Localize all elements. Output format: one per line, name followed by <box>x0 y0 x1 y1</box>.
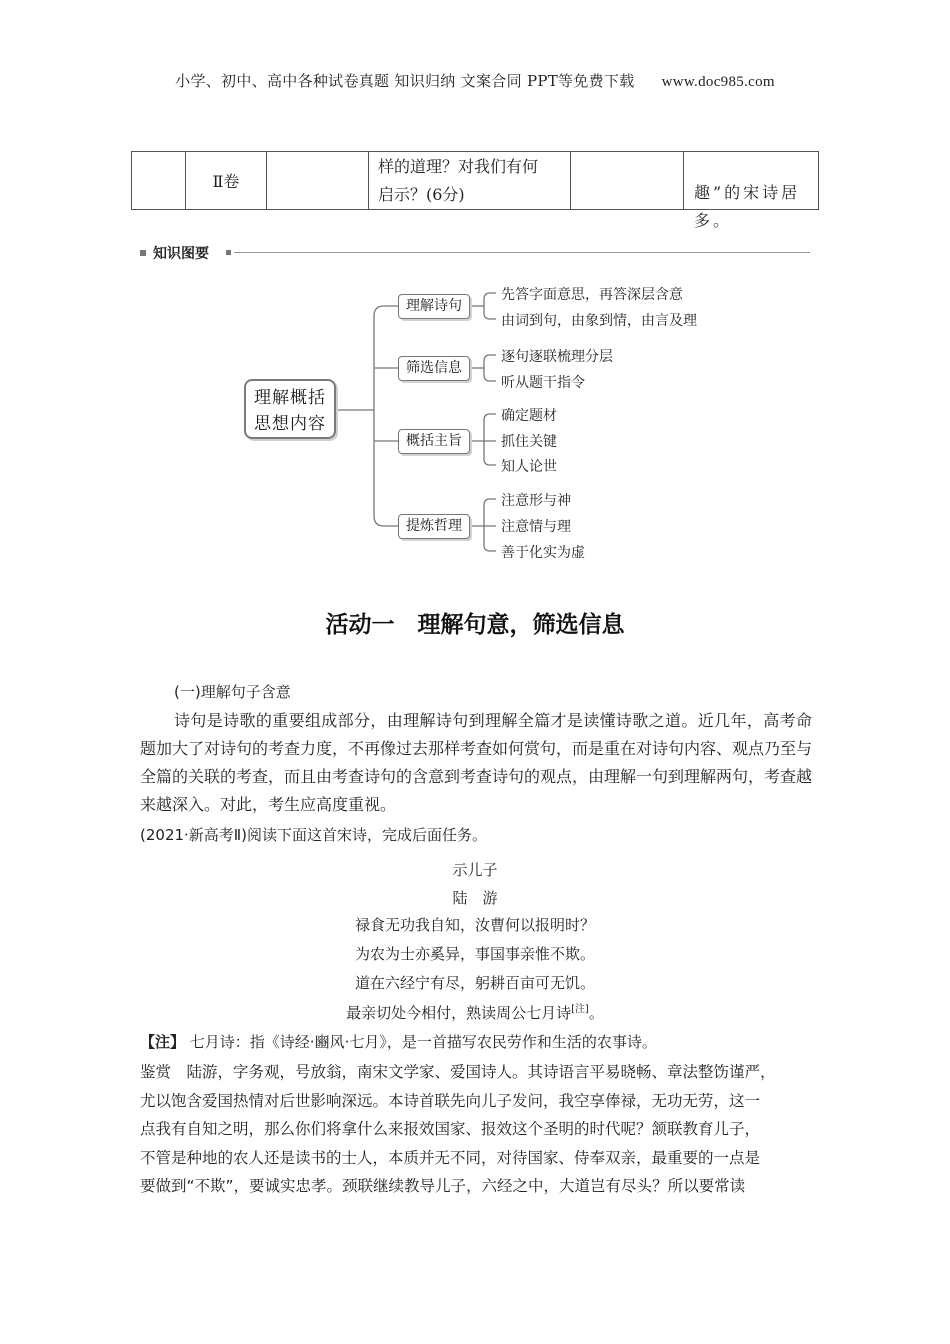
mindmap-leaf: 先答字面意思，再答深层含意 <box>501 287 683 303</box>
mindmap-leaf: 注意形与神 <box>501 493 571 509</box>
mindmap-leaf: 听从题干指令 <box>501 375 585 391</box>
note-label: 【注】 <box>140 1033 186 1051</box>
appreciation-line: 不管是种地的农人还是读书的士人，本质并无不同，对待国家、侍奉双亲，最重要的一点是 <box>140 1148 761 1167</box>
mindmap-leaf: 知人论世 <box>501 459 557 475</box>
mindmap-leaf: 确定题材 <box>501 408 557 424</box>
appreciation-line: 要做到“不欺”，要诚实忠孝。颈联继续教导儿子，六经之中，大道岂有尽头？所以要常读 <box>140 1177 746 1196</box>
mindmap-leaf: 善于化实为虚 <box>501 545 585 561</box>
question-line: 启示？(6分) <box>378 184 465 204</box>
question-line: 样的道理？对我们有何 <box>378 156 539 176</box>
poem-line: 为农为士亦奚异，事国事亲惟不欺。 <box>354 945 595 963</box>
intro-paragraph <box>140 707 812 819</box>
poem-line: 禄食无功我自知，汝曹何以报明时？ <box>354 916 595 934</box>
note-marker: [注] <box>571 1004 589 1015</box>
mindmap-leaf: 抓住关键 <box>501 434 557 450</box>
appreciation-line: 点我有自知之明，那么你们将拿什么来报效国家、报效这个圣明的时代呢？颔联教育儿子， <box>140 1120 761 1139</box>
intro-text: 诗句是诗歌的重要组成部分，由理解诗句到理解全篇才是读懂诗歌之道。近几年，高考命题加大了对诗句的考查力度，不再像过去那样考查如何赏句，而是重在对诗句内容、观点乃至与全篇的关联的考查，而且由考查诗句的含意到考查诗句的观点，由理解一句到理解两句，考查越来越深入。对此，考生应高度重视。 <box>140 711 813 814</box>
activity-title: 活动一 理解句意，筛选信息 <box>325 612 625 638</box>
section-title: 知识图要 <box>153 246 209 262</box>
mindmap-leaf: 逐句逐联梳理分层 <box>501 349 613 365</box>
poem-line: 道在六经宁有尽，躬耕百亩可无饥。 <box>354 974 595 992</box>
header-text: 小学、初中、高中各种试卷真题 知识归纳 文案合同 PPT等免费下载 <box>175 72 635 90</box>
mindmap-branch: 理解诗句 <box>398 294 470 319</box>
root-line: 思想内容 <box>254 414 326 434</box>
appreciation-line: 尤以饱含爱国热情对后世影响深远。本诗首联先向儿子发问，我空享俸禄，无功无劳，这一 <box>140 1091 761 1110</box>
question-source: (2021·新高考Ⅱ)阅读下面这首宋诗，完成后面任务。 <box>140 826 488 844</box>
volume-cell: Ⅱ卷 <box>186 152 267 210</box>
root-line: 理解概括 <box>254 388 326 408</box>
poem-punct: 。 <box>588 1004 604 1022</box>
subsection-title: (一)理解句子含意 <box>174 683 291 701</box>
mindmap-root <box>244 379 336 439</box>
poem-line-last <box>0 1000 950 1023</box>
mindmap-leaf: 注意情与理 <box>501 519 571 535</box>
appreciation-paragraph <box>140 1058 816 1201</box>
header-url[interactable]: www.doc985.com <box>661 74 775 90</box>
note-text: 七月诗：指《诗经·豳风·七月》，是一首描写农民劳作和生活的农事诗。 <box>189 1033 657 1051</box>
mindmap-branch: 概括主旨 <box>398 429 470 454</box>
mindmap-branch: 提炼哲理 <box>398 514 470 539</box>
notes-line: 趣”的宋诗居 <box>694 183 801 202</box>
appreciation-line: 鉴赏 陆游，字务观，号放翁，南宋文学家、爱国诗人。其诗语言平易晓畅、章法整饬谨严， <box>140 1063 776 1081</box>
mindmap-branch: 筛选信息 <box>398 356 470 381</box>
notes-line: 多。 <box>694 211 733 230</box>
poem-line: 最亲切处今相付，熟读周公七月诗 <box>346 1004 572 1022</box>
poem-title: 示儿子 <box>452 861 498 879</box>
poem-author: 陆 游 <box>452 889 498 907</box>
mindmap-leaf: 由词到句，由象到情，由言及理 <box>501 313 697 329</box>
poem-note <box>140 1031 657 1052</box>
